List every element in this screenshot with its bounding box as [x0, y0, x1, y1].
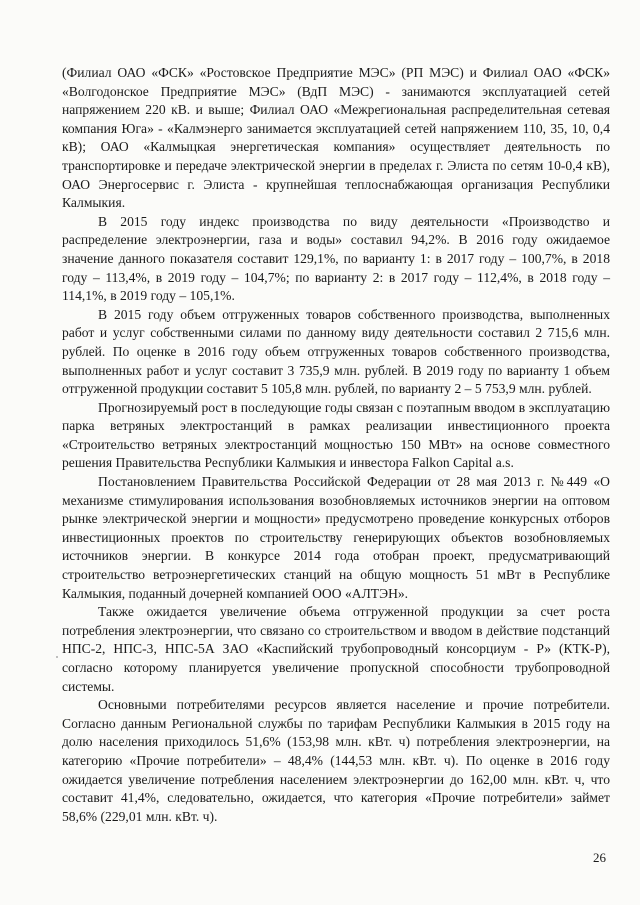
- paragraph-government-decree: Постановлением Правительства Российской Федерации от 28 мая 2013 г. №449 «О механизме стимулирования использования возобновляемых источников энергии на оптовом рынке электрической энергии и мощности» предусмотрено проведение конкурсных отборов инвестиционных проектов по строительству генерирующих объектов возобновляемых источников энергии. В конкурсе 2014 года отобран проект, предусматривающий строительство ветроэнергетических станций на общую мощность 51 мВт в Республике Калмыкия, поданный дочерней компанией ООО «АЛТЭН».: [62, 474, 610, 601]
- paragraph-pipeline-substations: Также ожидается увеличение объема отгруженной продукции за счет роста потребления электроэнергии, что связано со строительством и вводом в действие подстанций НПС-2, НПС-3, НПС-5А ЗАО «Каспийский трубопроводный консорциум - Р» (КТК-Р), согласно которому планируется увеличение пропускной способности трубопроводной системы.: [62, 604, 610, 694]
- page-number: 26: [593, 850, 606, 865]
- paragraph-grid-operators: (Филиал ОАО «ФСК» «Ростовское Предприятие МЭС» (РП МЭС) и Филиал ОАО «ФСК» «Волгодонское Предприятие МЭС» (ВдП МЭС) - занимаются эксплуатацией сетей напряжением 220 кВ. и выше; Филиал ОАО «Межрегиональная распределительная сетевая компания Юга» - «Калмэнерго занимается эксплуатацией сетей напряжением 110, 35, 10, 0,4 кВ); ОАО «Калмыцкая энергетическая компания» осуществляет деятельность по транспортировке и передаче электрической энергии в пределах г. Элиста по сетям 10-0,4 кВ), ОАО Энергосервис г. Элиста - крупнейшая теплоснабжающая организация Республики Калмыкия.: [62, 65, 610, 211]
- paragraph-shipped-volume: В 2015 году объем отгруженных товаров собственного производства, выполненных работ и услуг собственными силами по данному виду деятельности составил 2 715,6 млн. рублей. По оценке в 2016 году объем отгруженных товаров собственного производства, выполненных работ и услуг составит 3 735,9 млн. рублей. В 2019 году по варианту 1 объем отгруженной продукции составит 5 105,8 млн. рублей, по варианту 2 – 5 753,9 млн. рублей.: [62, 306, 610, 397]
- scan-speck: [56, 656, 58, 658]
- paragraph-wind-farms: Прогнозируемый рост в последующие годы связан с поэтапным вводом в эксплуатацию парка ветряных электростанций в рамках реализации инвестиционного проекта «Строительство ветряных электростанций мощностью 150 МВт» на основе совместного решения Правительства Республики Калмыкия и инвестора Falkon Capital a.s.: [62, 399, 610, 471]
- paragraph-production-index: В 2015 году индекс производства по виду деятельности «Производство и распределение электроэнергии, газа и воды» составил 94,2%. В 2016 году ожидаемое значение данного показателя составит 129,1%, по варианту 1: в 2017 году – 100,7%, в 2018 году – 113,4%, в 2019 году – 104,7%; по варианту 2: в 2017 году – 112,4%, в 2018 году – 114,1%, в 2019 году – 105,1%.: [62, 213, 610, 304]
- paragraph-consumers: Основными потребителями ресурсов является население и прочие потребители. Согласно данным Региональной службы по тарифам Республики Калмыкия в 2015 году на долю населения приходилось 51,6% (153,98 млн. кВт. ч) потребления электроэнергии, на категорию «Прочие потребители» – 48,4% (144,53 млн. кВт. ч). По оценке в 2016 году ожидается увеличение потребления населением электроэнергии до 162,00 млн. кВт. ч, что составит 41,4%, следовательно, ожидается, что категория «Прочие потребители» займет 58,6% (229,01 млн. кВт. ч).: [62, 697, 610, 824]
- body-text: [62, 64, 610, 826]
